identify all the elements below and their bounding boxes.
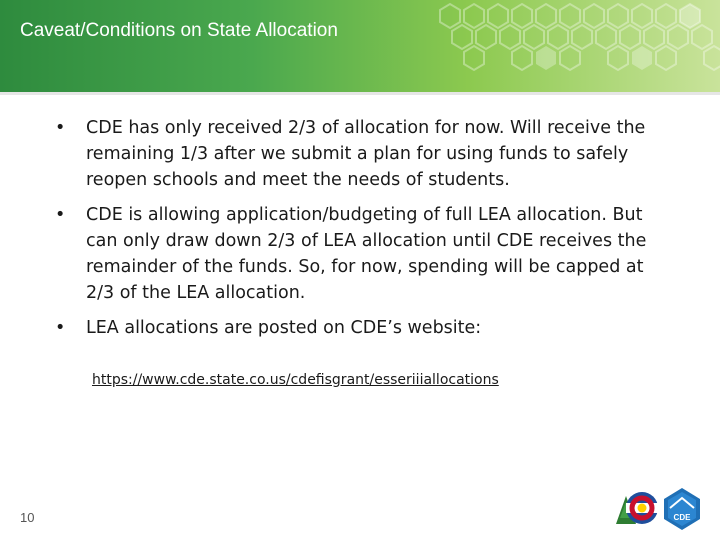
allocations-link[interactable]: https://www.cde.state.co.us/cdefisgrant/esseriiiallocations (92, 372, 499, 388)
colorado-flag-logo-icon (616, 492, 658, 524)
bullet-list (55, 115, 675, 350)
cde-logo-icon (664, 488, 700, 530)
bullet-item (55, 202, 675, 306)
header-divider (0, 92, 720, 95)
bullet-item (55, 315, 675, 341)
bullet-text: LEA allocations are posted on CDE’s website: (86, 318, 482, 338)
slide-title: Caveat/Conditions on State Allocation (20, 20, 338, 41)
bullet-marker: • (55, 205, 66, 225)
cde-logo-text: CDE (673, 513, 691, 522)
logo-group (612, 478, 708, 530)
bullet-item (55, 115, 675, 193)
hexagon-pattern-icon (420, 0, 720, 92)
page-number: 10 (20, 510, 35, 525)
bullet-text: CDE is allowing application/budgeting of full LEA allocation. But can only draw down 2/3 of LEA allocation until CDE receives the remainder of the funds. So, for now, spending will be capped at 2/3 of the LEA allocation. (86, 205, 647, 303)
bullet-text: CDE has only received 2/3 of allocation for now. Will receive the remaining 1/3 after we submit a plan for using funds to safely reopen schools and meet the needs of students. (86, 118, 646, 190)
slide-header (0, 0, 720, 92)
bullet-marker: • (55, 318, 66, 338)
bullet-marker: • (55, 118, 66, 138)
